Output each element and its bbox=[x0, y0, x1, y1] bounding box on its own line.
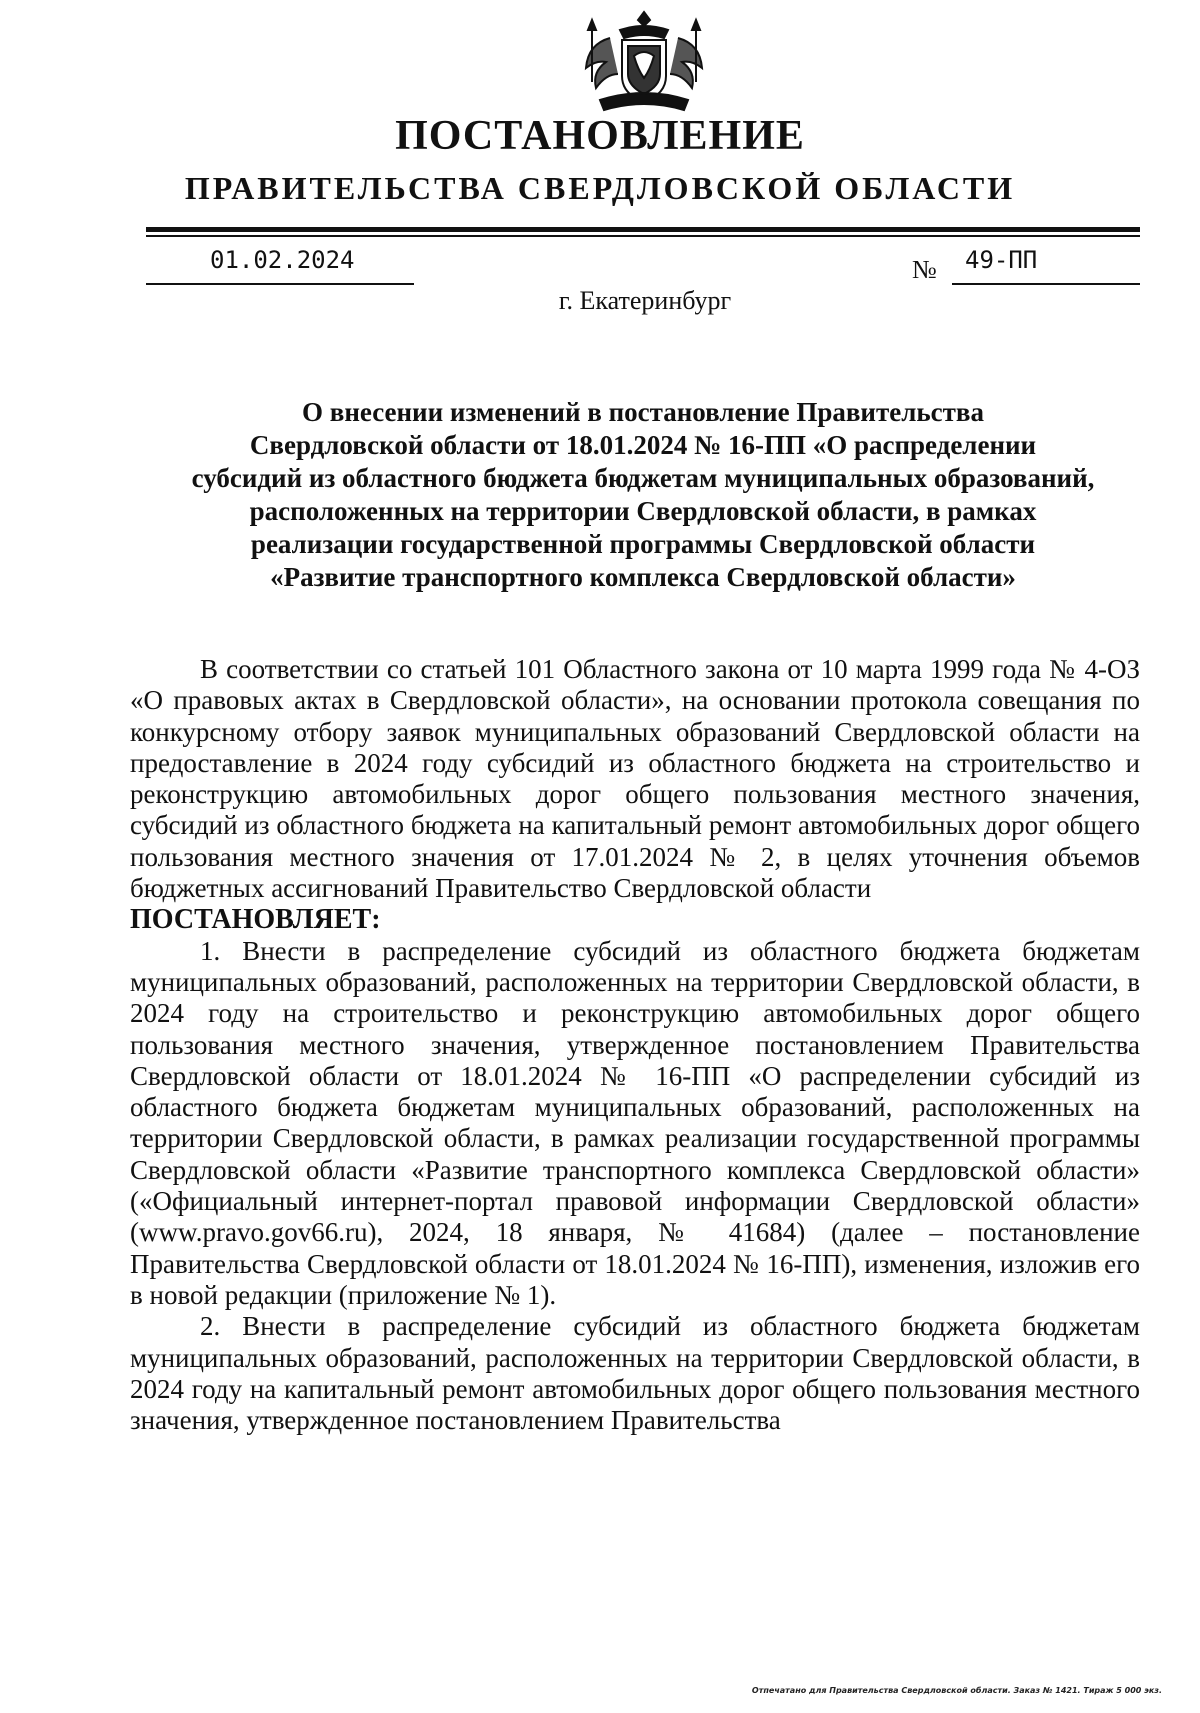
subject-line: субсидий из областного бюджета бюджетам муниципальных образований, bbox=[191, 463, 1095, 493]
subject-line: расположенных на территории Свердловской области, в рамках bbox=[249, 496, 1037, 526]
resolve-heading: ПОСТАНОВЛЯЕТ: bbox=[130, 904, 381, 936]
clause-1-paragraph: 1. Внести в распределение субсидий из областного бюджета бюджетам муниципальных образований, расположенных на территории Свердловской области, в 2024 году на строительство и реконструкцию автомобильных дорог общего пользования местного значения, утвержденное постановлением Правительства Свердловской области от 18.01.2024 № 16-ПП «О распределении субсидий из областного бюджета бюджетам муниципальных образований, расположенных на территории Свердловской области, в рамках реализации государственной программы Свердловской области «Развитие транспортного комплекса Свердловской области» («Официальный интернет-портал правовой информации Свердловской области» (www.pravo.gov66.ru), 2024, 18 января, № 41684) (далее – постановление Правительства Свердловской области от 18.01.2024 № 16-ПП), изменения, изложив его в новой редакции (приложение № 1). bbox=[130, 935, 1140, 1310]
header-divider-thick bbox=[146, 227, 1140, 232]
document-body bbox=[130, 654, 1140, 1436]
document-date: 01.02.2024 bbox=[210, 246, 355, 274]
subject-line: Свердловской области от 18.01.2024 № 16-ПП «О распределении bbox=[249, 430, 1037, 460]
clause-2-paragraph: 2. Внести в распределение субсидий из областного бюджета бюджетам муниципальных образований, расположенных на территории Свердловской области, в 2024 году на капитальный ремонт автомобильных дорог общего пользования местного значения, утвержденное постановлением Правительства bbox=[130, 1311, 1140, 1436]
print-note: Отпечатано для Правительства Свердловской области. Заказ № 1421. Тираж 5 000 экз. bbox=[751, 1686, 1162, 1695]
number-sign: № bbox=[912, 255, 937, 284]
preamble-paragraph: В соответствии со статьей 101 Областного закона от 10 марта 1999 года № 4-ОЗ «О правовых актах в Свердловской области», на основании протокола совещания по конкурсному отбору заявок муниципальных образований Свердловской области на предоставление в 2024 году субсидий из областного бюджета на строительство и реконструкцию автомобильных дорог общего пользования местного значения, субсидий из областного бюджета на капитальный ремонт автомобильных дорог общего пользования местного значения от 17.01.2024 № 2, в целях уточнения объемов бюджетных ассигнований Правительство Свердловской области bbox=[130, 654, 1140, 904]
subject-line: реализации государственной программы Свердловской области bbox=[250, 529, 1036, 559]
subject-line: «Развитие транспортного комплекса Свердловской области» bbox=[270, 562, 1016, 592]
date-underline bbox=[146, 283, 414, 285]
subject-line: О внесении изменений в постановление Правительства bbox=[302, 397, 984, 427]
document-subject bbox=[146, 396, 1140, 594]
document-city: г. Екатеринбург bbox=[558, 286, 732, 315]
header-divider-thin bbox=[146, 235, 1140, 237]
number-underline bbox=[952, 283, 1140, 285]
document-type-title: ПОСТАНОВЛЕНИЕ bbox=[395, 113, 805, 159]
issuing-authority: ПРАВИТЕЛЬСТВА СВЕРДЛОВСКОЙ ОБЛАСТИ bbox=[184, 170, 1016, 206]
coat-of-arms-icon bbox=[570, 8, 718, 116]
document-number: 49-ПП bbox=[965, 246, 1038, 274]
